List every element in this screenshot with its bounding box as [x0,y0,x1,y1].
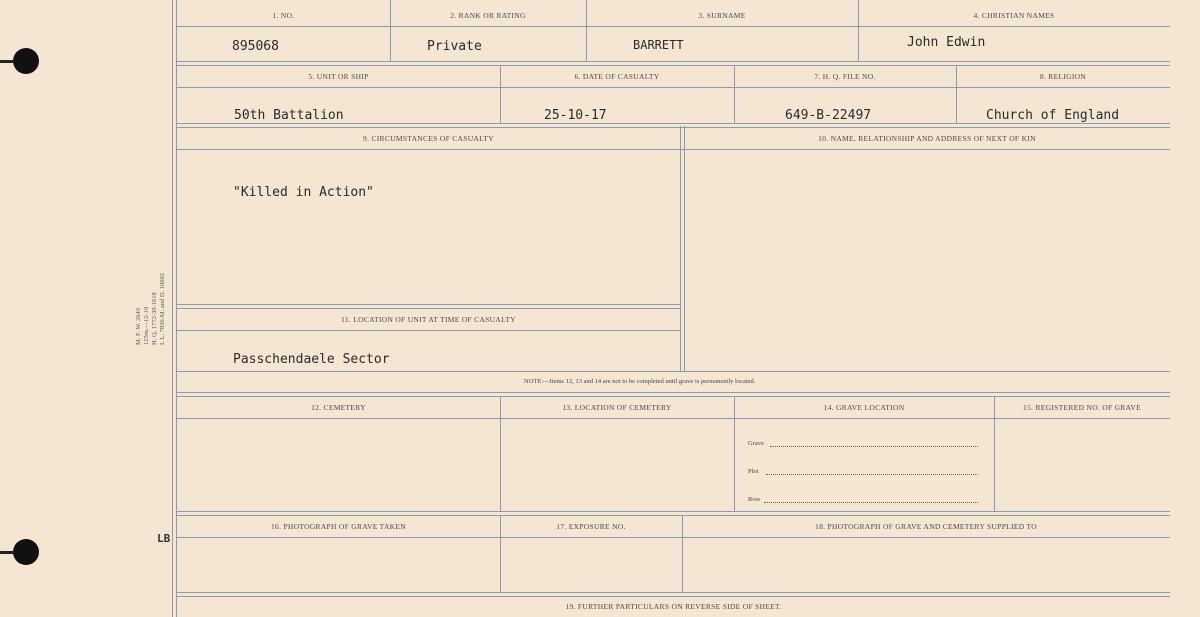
punch-hole-bottom [13,539,39,565]
row4-bottom-rule [177,511,1170,516]
christian-names-label: 4. CHRISTIAN NAMES [973,11,1055,20]
form-code-2: 125m.—12-19 [143,306,150,345]
further-label: 19. FURTHER PARTICULARS ON REVERSE SIDE OF SHEET. [565,602,782,611]
grave-field-dots [770,445,978,447]
plot-field-dots [766,473,978,475]
grave-location-label: 14. GRAVE LOCATION [823,403,905,412]
grave-field-label: Grave [748,440,764,447]
photo-supplied-label: 18. PHOTOGRAPH OF GRAVE AND CEMETERY SUPPLIED TO [815,522,1037,531]
hq-file-value: 649-B-22497 [785,108,872,123]
christian-names-value: John Edwin [907,35,986,50]
location-unit-label: 11. LOCATION OF UNIT AT TIME OF CASUALTY [341,315,516,324]
row3-div-left [680,126,681,371]
religion-label: 8. RELIGION [1039,72,1087,81]
circumstances-value: "Killed in Action" [233,185,374,200]
date-label: 6. DATE OF CASUALTY [574,72,660,81]
rank-label: 2. RANK OR RATING [450,11,526,20]
unit-label: 5. UNIT OR SHIP [308,72,369,81]
circumstances-label: 9. CIRCUMSTANCES OF CASUALTY [363,134,494,143]
no-label: 1. NO. [272,11,295,20]
location-unit-value: Passchendaele Sector [233,352,390,367]
hq-file-label: 7. H. Q. FILE NO. [814,72,876,81]
note-bottom-rule [177,392,1170,397]
row4-label-rule [177,418,1170,419]
location-cemetery-label: 13. LOCATION OF CEMETERY [562,403,672,412]
punch-hole-bottom-tab [0,551,14,554]
row3-bottom-rule [177,371,1170,372]
row4-div-2 [734,396,735,512]
rank-value: Private [427,39,482,54]
unit-value: 50th Battalion [234,108,344,123]
location-unit-label-rule [177,330,680,331]
punch-hole-top [13,48,39,74]
row3-label-rule [177,149,1170,150]
cemetery-label: 12. CEMETERY [311,403,366,412]
form-code-1: M. F. W. 2643 [135,307,142,345]
row5-bottom-rule [177,592,1170,597]
photo-taken-label: 16. PHOTOGRAPH OF GRAVE TAKEN [271,522,406,531]
plot-field-label: Plot [748,468,759,475]
form-code-3: H. Q. 1772-39-1618 [151,292,158,345]
punch-hole-top-tab [0,60,14,63]
form-code-4: I. L. 7836-M. and D. 10602 [159,272,166,345]
row4-div-1 [500,396,501,512]
row2-bottom-rule [177,123,1170,128]
note-text: NOTE:—Items 12, 13 and 14 are not to be completed until grave is permanently located. [524,378,756,385]
row1-label-rule [177,26,1170,27]
row5-label-rule [177,537,1170,538]
row1-div-1 [390,0,391,62]
row4-div-3 [994,396,995,512]
circumstances-bottom-rule [177,304,680,309]
row2-label-rule [177,87,1170,88]
surname-label: 3. SURNAME [698,11,746,20]
row1-div-2 [586,0,587,62]
next-of-kin-label: 10. NAME, RELATIONSHIP AND ADDRESS OF NEXT OF KIN [818,134,1036,143]
surname-value: BARRETT [633,38,684,52]
no-value: 895068 [232,39,279,54]
religion-value: Church of England [986,108,1120,123]
date-value: 25-10-17 [544,108,607,123]
exposure-label: 17. EXPOSURE NO. [556,522,626,531]
row-field-label: Row [748,496,761,503]
row3-div-right [684,126,685,371]
row-field-dots [764,501,978,503]
lb-mark: LB [157,532,171,545]
row1-div-3 [858,0,859,62]
registered-no-label: 15. REGISTERED NO. OF GRAVE [1023,403,1141,412]
margin-line-1 [172,0,173,617]
row1-bottom-rule [177,61,1170,66]
